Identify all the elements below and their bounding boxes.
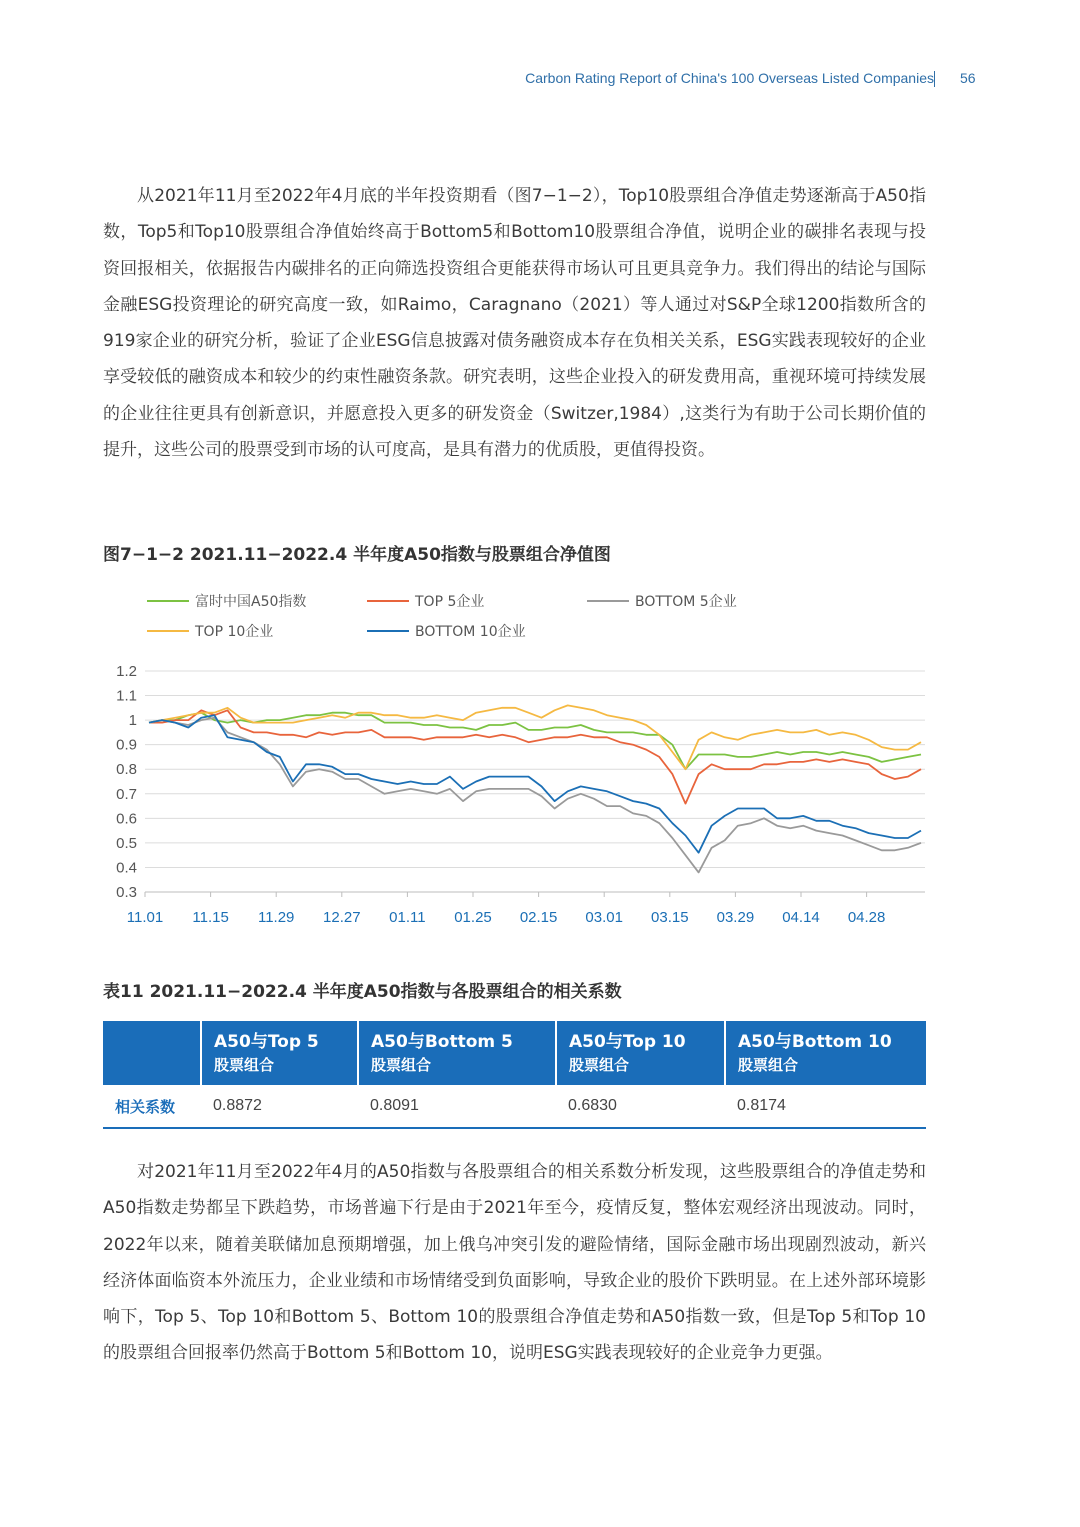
table-header-row <box>103 1021 926 1085</box>
header-line-1: A50与Top 5 <box>214 1032 319 1052</box>
y-tick-label: 0.7 <box>116 785 137 803</box>
header-separator <box>934 71 935 87</box>
figure-caption: 图7−1−2 2021.11−2022.4 半年度A50指数与股票组合净值图 <box>103 545 611 565</box>
table-header-cell <box>201 1021 358 1085</box>
y-tick-label: 0.8 <box>116 761 137 779</box>
y-tick-label: 1.2 <box>116 663 137 680</box>
page-header <box>0 70 1080 92</box>
x-tick-label: 01.25 <box>454 909 492 926</box>
y-tick-label: 0.4 <box>116 859 137 877</box>
paragraph-2: 对2021年11月至2022年4月的A50指数与各股票组合的相关系数分析发现，这些股票组合的净值走势和A50指数走势都呈下跌趋势，市场普遍下行是由于2021年至今，疫情反复，整体宏观经济出现波动。同时，2022年以来，随着美联储加息预期增强，加上俄乌冲突引发的避险情绪，国际金融市场出现剧烈波动，新兴经济体面临资本外流压力，企业业绩和市场情绪受到负面影响，导致企业的股价下跌明显。在上述外部环境影响下，Top 5、Top 10和Bottom 5、Bottom 10的股票组合净值走势和A50指数一致，但是Top 5和Top 10的股票组合回报率仍然高于Bottom 5和Bottom 10，说明ESG实践表现较好的企业竞争力更强。 <box>103 1162 926 1364</box>
header-line-2: 股票组合 <box>738 1056 799 1074</box>
y-tick-label: 0.9 <box>116 736 137 754</box>
y-tick-label: 1 <box>128 712 137 730</box>
header-line-1: A50与Bottom 10 <box>738 1032 892 1052</box>
legend-label: TOP 10企业 <box>195 624 274 640</box>
x-axis <box>127 892 886 926</box>
x-tick-label: 11.15 <box>192 909 229 926</box>
legend-label: TOP 5企业 <box>415 594 485 610</box>
report-title: Carbon Rating Report of China's 100 Overseas Listed Companies <box>525 70 934 86</box>
header-line-2: 股票组合 <box>371 1056 432 1074</box>
header-line-1: A50与Bottom 5 <box>371 1032 513 1052</box>
header-line-2: 股票组合 <box>214 1056 275 1074</box>
y-tick-label: 0.3 <box>116 884 137 901</box>
line-chart <box>95 585 940 930</box>
table-header-cell <box>358 1021 556 1085</box>
y-tick-label: 1.1 <box>116 687 137 705</box>
table-header-cell <box>103 1021 201 1085</box>
y-tick-label: 0.6 <box>116 810 137 828</box>
table-caption: 表11 2021.11−2022.4 半年度A50指数与各股票组合的相关系数 <box>103 982 622 1002</box>
x-tick-label: 04.14 <box>782 909 820 926</box>
page-number: 56 <box>960 70 976 86</box>
series-line <box>149 710 921 803</box>
table-header-cell <box>556 1021 725 1085</box>
table-cell: 0.8174 <box>725 1085 926 1128</box>
x-tick-label: 11.01 <box>126 909 164 926</box>
legend-label: 富时中国A50指数 <box>195 594 307 610</box>
row-label: 相关系数 <box>103 1085 201 1128</box>
series-line <box>149 705 921 769</box>
correlation-table <box>103 1021 926 1129</box>
table-cell: 0.8091 <box>358 1085 556 1128</box>
series-line <box>149 715 921 853</box>
x-tick-label: 02.15 <box>519 909 558 926</box>
paragraph-1: 从2021年11月至2022年4月底的半年投资期看（图7−1−2），Top10股票组合净值走势逐渐高于A50指数，Top5和Top10股票组合净值始终高于Bottom5和Bottom10股票组合净值，说明企业的碳排名表现与投资回报相关，依据报告内碳排名的正向筛选投资组合更能获得市场认可且更具竞争力。我们得出的结论与国际金融ESG投资理论的研究高度一致，如Raimo，Caragnano（2021）等人通过对S&P全球1200指数所含的919家企业的研究分析，验证了企业ESG信息披露对债务融资成本存在负相关关系，ESG实践表现较好的企业享受较低的融资成本和较少的约束性融资条款。研究表明，这些企业投入的研发费用高，重视环境可持续发展的企业往往更具有创新意识，并愿意投入更多的研发资金（Switzer,1984）,这类行为有助于公司长期价值的提升，这些公司的股票受到市场的认可度高，是具有潜力的优质股，更值得投资。 <box>103 186 926 461</box>
y-tick-label: 0.5 <box>116 834 137 852</box>
x-tick-label: 01.11 <box>389 909 426 926</box>
x-tick-label: 04.28 <box>847 909 886 926</box>
chart-series <box>149 705 921 872</box>
x-tick-label: 03.01 <box>585 909 623 926</box>
table-header-cell <box>725 1021 926 1085</box>
x-tick-label: 03.15 <box>651 909 689 926</box>
legend-label: BOTTOM 5企业 <box>635 594 737 610</box>
legend-label: BOTTOM 10企业 <box>415 624 526 640</box>
table-row <box>103 1085 926 1128</box>
y-axis <box>116 663 137 901</box>
header-line-1: A50与Top 10 <box>569 1032 686 1052</box>
table-cell: 0.6830 <box>556 1085 725 1128</box>
header-line-2: 股票组合 <box>569 1056 630 1074</box>
x-tick-label: 11.29 <box>257 909 295 926</box>
x-tick-label: 12.27 <box>323 909 361 926</box>
table-cell: 0.8872 <box>201 1085 358 1128</box>
x-tick-label: 03.29 <box>716 909 755 926</box>
chart-legend <box>147 593 737 640</box>
